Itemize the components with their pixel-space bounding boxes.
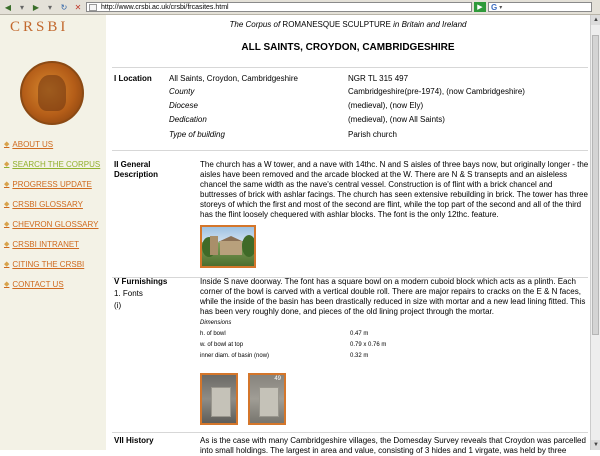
dimension-label: h. of bowl — [200, 331, 226, 337]
dimension-row — [200, 342, 450, 353]
scroll-down-icon[interactable]: ▼ — [591, 440, 600, 450]
sidebar-item-chevron-glossary[interactable] — [4, 214, 100, 234]
sidebar-item-citing-the-crsbi[interactable] — [4, 254, 100, 274]
divider — [112, 150, 588, 151]
seal-figure — [38, 75, 66, 111]
diocese-value: (medieval), (now Ely) — [348, 101, 424, 110]
county-label: County — [169, 87, 195, 96]
google-icon: G — [491, 2, 498, 12]
dimension-row — [200, 353, 450, 364]
page-title: ALL SAINTS, CROYDON, CAMBRIDGESHIRE — [241, 42, 455, 53]
nav-label: PROGRESS UPDATE — [12, 179, 92, 189]
go-button[interactable]: ▶ — [474, 2, 486, 12]
site-logo-seal[interactable] — [20, 61, 84, 125]
bullet-icon: ◆ — [4, 221, 10, 228]
history-section-label: VII History — [114, 436, 154, 445]
address-text: http://www.crsbi.ac.uk/crsbi/frcasites.html — [101, 3, 229, 11]
subtitle-caps: ROMANESQUE SCULPTURE — [282, 20, 391, 29]
address-bar[interactable] — [86, 2, 472, 12]
bullet-icon: ◆ — [4, 201, 10, 208]
tree-shape — [242, 235, 256, 257]
dimension-value: 0.47 m — [350, 331, 369, 337]
font-photo-thumbnail-2[interactable] — [248, 373, 286, 425]
bullet-icon: ◆ — [4, 261, 10, 268]
location-name: All Saints, Croydon, Cambridgeshire — [169, 74, 298, 83]
dimension-value: 0.32 m — [350, 353, 369, 359]
photo-number: 49 — [274, 376, 281, 382]
bullet-icon: ◆ — [4, 161, 10, 168]
dimension-row — [200, 331, 450, 342]
page-subtitle — [106, 20, 590, 29]
font-photo-thumbnail-1[interactable] — [200, 373, 238, 425]
location-section-label: I Location — [114, 74, 152, 83]
sidebar-item-progress-update[interactable] — [4, 174, 100, 194]
sidebar-item-about-us[interactable] — [4, 134, 100, 154]
nav-label: CONTACT US — [12, 279, 64, 289]
dimensions-heading: Dimensions — [200, 320, 232, 326]
back-icon[interactable]: ◀ — [4, 2, 12, 12]
divider — [112, 432, 588, 433]
search-dropdown-icon[interactable]: ▾ — [499, 4, 503, 11]
sidebar — [0, 15, 106, 450]
dimension-label: inner diam. of basin (now) — [200, 353, 270, 359]
bullet-icon: ◆ — [4, 181, 10, 188]
nav-label: CRSBI INTRANET — [12, 239, 80, 249]
sidebar-item-contact-us[interactable] — [4, 274, 100, 294]
dimension-label: w. of bowl at top — [200, 342, 244, 348]
subtitle-pre: The Corpus of — [229, 20, 283, 29]
history-text: As is the case with many Cambridgeshire villages, the Domesday Survey reveals that Croydon was parcelled into small holdings. The largest in area and value, consisting of 3 hides and 1 virgate, was held by three — [200, 436, 586, 455]
scroll-up-icon[interactable]: ▲ — [591, 15, 600, 25]
furnishings-text: Inside S nave doorway. The font has a square bowl on a modern cuboid block which acts as a plinth. Each corner of the bowl is carved with a vertical double roll. There are major repairs to cracks on the E & N faces, while the inside of the basin has been drastically reduced in size with mortar and a new lead lining fitted. This has been very roughly done, and pieces of the old lining project through the mortar. — [200, 277, 586, 316]
main-content — [106, 15, 590, 455]
church-tower-shape — [210, 236, 218, 255]
furnishings-section-label: V Furnishings — [114, 277, 168, 286]
scrollbar-thumb[interactable] — [592, 35, 599, 335]
church-photo-thumbnail[interactable] — [200, 225, 256, 268]
font-index-label: (i) — [114, 301, 122, 310]
diocese-label: Diocese — [169, 101, 198, 110]
dedication-value: (medieval), (now All Saints) — [348, 115, 445, 124]
forward-dropdown-icon[interactable]: ▾ — [47, 2, 52, 12]
nav-label: CHEVRON GLOSSARY — [12, 219, 99, 229]
fonts-sub-label: 1. Fonts — [114, 289, 143, 298]
bullet-icon: ◆ — [4, 241, 10, 248]
sidebar-nav — [4, 134, 100, 294]
sidebar-item-crsbi-glossary[interactable] — [4, 194, 100, 214]
general-description-text: The church has a W tower, and a nave with 14thc. N and S aisles of three bays now, but originally longer - the aisles have been removed and the arcade blocked at the W. There are N & S transepts and an aisleless chancel the same width as the nave's central vessel. Construction is of flint with a brick chancel and buttresses of brick with ashlar facings. The church has seen extensive rebuilding in brick. The tower has three storeys of which the first and most of the second are flint, while the top part of the second and all of the third has the flint loosely chequered with ashlar blocks. The font is the only 12thc. feature. — [200, 160, 589, 219]
church-body-shape — [220, 241, 242, 255]
back-dropdown-icon[interactable]: ▾ — [19, 2, 24, 12]
general-section-label: II General Description — [114, 160, 159, 179]
location-ngr: NGR TL 315 497 — [348, 74, 409, 83]
dimension-value: 0.79 x 0.76 m — [350, 342, 387, 348]
building-type-label: Type of building — [169, 130, 225, 139]
nav-label: CITING THE CRSBI — [12, 259, 85, 269]
search-bar[interactable] — [488, 2, 592, 12]
site-logo-text[interactable]: CRSBI — [10, 19, 69, 35]
divider — [112, 67, 588, 68]
sidebar-item-crsbi-intranet[interactable] — [4, 234, 100, 254]
bullet-icon: ◆ — [4, 141, 10, 148]
nav-label: ABOUT US — [12, 139, 54, 149]
subtitle-post: in Britain and Ireland — [390, 20, 467, 29]
sidebar-item-search-the-corpus[interactable] — [4, 154, 100, 174]
browser-toolbar — [0, 0, 600, 15]
nav-label: CRSBI GLOSSARY — [12, 199, 83, 209]
building-type-value: Parish church — [348, 130, 397, 139]
bullet-icon: ◆ — [4, 281, 10, 288]
stop-icon[interactable]: ✕ — [74, 2, 82, 12]
font-block-shape — [211, 387, 231, 417]
vertical-scrollbar[interactable] — [590, 15, 600, 450]
page-icon — [89, 4, 97, 11]
county-value: Cambridgeshire(pre-1974), (now Cambridgeshire) — [348, 87, 525, 96]
forward-icon[interactable]: ▶ — [32, 2, 40, 12]
font-block-shape — [259, 387, 279, 417]
reload-icon[interactable]: ↻ — [60, 2, 68, 12]
dedication-label: Dedication — [169, 115, 207, 124]
nav-label: SEARCH THE CORPUS — [12, 159, 101, 169]
